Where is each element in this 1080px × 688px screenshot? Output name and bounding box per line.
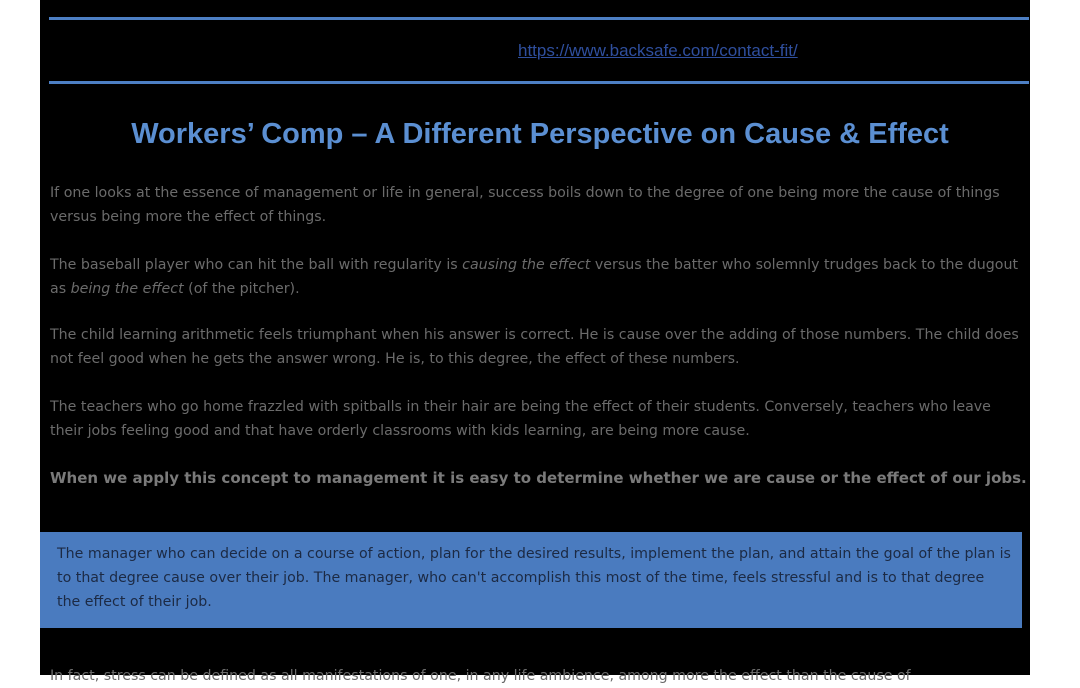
- document-page: [40, 0, 1030, 684]
- paragraph-stress: In fact, stress can be defined as all manifestations of one, in any life ambience, among more the effect than the cause of: [50, 668, 911, 684]
- callout-text: The manager who can decide on a course of action, plan for the desired results, implement the plan, and attain the goal of the plan is to that degree cause over their job. The manager, who can't accomplish this most of the time, feels stressful and is to that degree the effect of their job.: [57, 546, 1011, 610]
- header-rule-bottom: [49, 81, 1029, 84]
- paragraph-baseball: [50, 253, 1028, 301]
- paragraph-arithmetic: The child learning arithmetic feels triumphant when his answer is correct. He is cause over the adding of those numbers. The child does not feel good when he gets the answer wrong. He is, to this degree, the effect of these numbers.: [50, 327, 1019, 367]
- paragraph-baseball-emphasis-1: causing the effect: [462, 257, 591, 273]
- paragraph-management-concept: When we apply this concept to management it is easy to determine whether we are cause or the effect of our jobs.: [50, 469, 1027, 487]
- paragraph-essence: If one looks at the essence of management or life in general, success boils down to the degree of one being more the cause of things versus being more the effect of things.: [50, 185, 1000, 225]
- article-title: Workers’ Comp – A Different Perspective on Cause & Effect: [131, 118, 949, 150]
- paragraph-baseball-emphasis-2: being the effect: [70, 281, 184, 297]
- paragraph-baseball-text-3: (of the pitcher).: [183, 281, 300, 297]
- paragraph-baseball-text-2: versus the batter who solemnly trudges back to the dugout as: [50, 257, 1019, 297]
- paragraph-baseball-text-1: The baseball player who can hit the ball with regularity is: [50, 257, 463, 273]
- contact-url-link[interactable]: https://www.backsafe.com/contact-fit/: [518, 41, 798, 60]
- callout-box: [40, 532, 1022, 628]
- paragraph-teachers: The teachers who go home frazzled with spitballs in their hair are being the effect of their students. Conversely, teachers who leave their jobs feeling good and that have orderly classrooms with kids learning, are being more cause.: [50, 399, 991, 439]
- header-rule-top: [49, 17, 1029, 20]
